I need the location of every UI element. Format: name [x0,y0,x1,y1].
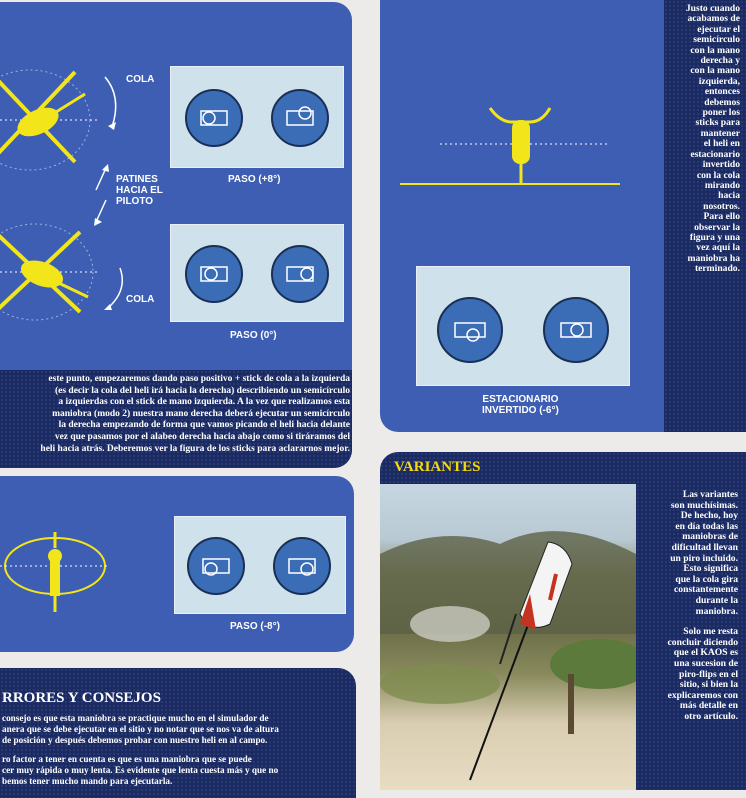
sticks-box-paso-plus8 [170,66,344,168]
helicopter-diagram-2 [0,212,100,342]
stick-dial-left [185,89,243,147]
stick-dial-right [271,245,329,303]
main-paragraph: este punto, empezaremos dando paso positivo + stick de cola a la izquierda (es decir la cola del heli irá hacia la derecha) describiendo un semicírculo a izquierdas con el stick de mano izquierda. A la vez que realizamos esta maniobra (modo 2) nuestra mano derecha deberá ejecutar un semicírculo la derecha empezando de forma que vamos picando el heli hacia delante vez que pasamos por el alabeo derecha hacia abajo como si tiráramos del heli hacia atrás. Deberemos ver la figura de los sticks para aclararnos mejor. [40,374,350,454]
stick-dial-right [543,297,609,363]
label-patines: PATINES HACIA EL PILOTO [116,174,163,207]
helicopter-diagram-3 [0,512,110,622]
sticks-box-paso-minus8 [174,516,346,614]
diagram-panel-top-left [0,2,352,468]
stick-dial-left [437,297,503,363]
side-text-top: Justo cuando acabamos de ejecutar el semicírculo con la mano derecha y con la mano izquierda, entonces debemos poner los sticks para mantener el heli en estacionario invertido con la cola mirando hacia nosotros. Para ello observar la figura y una vez aquí la maniobra ha terminado. [664,0,746,432]
label-paso-plus8: PASO (+8°) [228,174,281,185]
stick-dial-right [273,537,331,595]
stick-dial-right [271,89,329,147]
errores-title: RRORES Y CONSEJOS [2,690,161,706]
label-paso-minus8: PASO (-8°) [230,621,280,632]
arrow-up-icon [92,162,112,192]
label-estacionario: ESTACIONARIO INVERTIDO (-6°) [482,394,559,416]
stick-dial-left [185,245,243,303]
variantes-text: Las variantes son muchísimas. De hecho, hoy en día todas las maniobras de dificultad llevan un piro incluido. Esto significa que la cola gira constantemente durante la maniobra. Solo me resta concluir diciendo que el KAOS es una sucesion de piro-flips en el sitio, si bien la explicaremos con más detalle en otro artículo. [667,489,738,722]
label-cola-top: COLA [126,74,155,85]
label-paso-0: PASO (0°) [230,330,277,341]
errores-text: consejo es que esta maniobra se practique mucho en el simulador de anera que se debe ejecutar en el sitio y no notar que se nos va de altura de posición y después debemos probar con nuestro heli en al campo. ro factor a tener en cuenta es que es una maniobra que se puede cer muy rápida o muy lenta. Es evidente que lenta cuesta más y que no bemos tener mucho mando para ejecutarla. [2,713,279,786]
helicopter-diagram-1 [0,42,100,182]
photo-illustration [380,484,636,790]
helicopter-inverted-diagram [400,100,640,200]
sticks-box-estacionario [416,266,630,386]
rotation-arrow-icon-2 [100,264,130,314]
stick-dial-left [187,537,245,595]
label-cola-bottom: COLA [126,294,155,305]
sticks-box-paso-0 [170,224,344,322]
variantes-title: VARIANTES [394,459,481,475]
helicopter-photo [380,484,636,790]
diagram-panel-middle-left [0,476,354,652]
diagram-panel-top-right [380,0,672,432]
